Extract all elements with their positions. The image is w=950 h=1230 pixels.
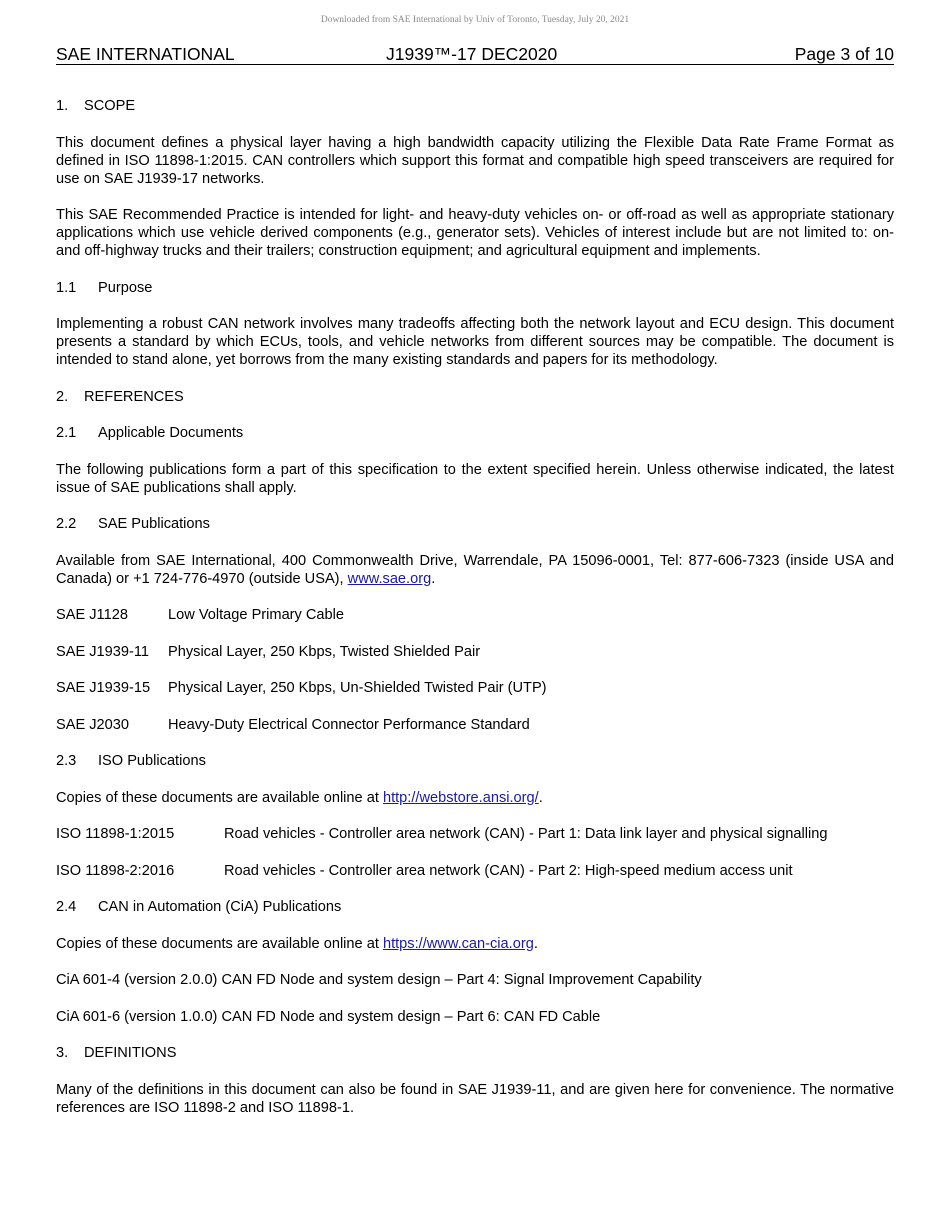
paragraph: This SAE Recommended Practice is intended for light- and heavy-duty vehicles on- or off-road as well as appropriate stationary applications which use vehicle derived components (e.g., generator sets). Vehicles of interest include but are not limited to: on- and off-highway trucks and their trailers; construction equipment; and agricultural equipment and implements. xyxy=(56,207,894,259)
can-cia-link[interactable]: https://www.can-cia.org xyxy=(382,935,534,952)
reference-item: SAE J1939-11 Physical Layer, 250 Kbps, Twisted Shielded Pair xyxy=(56,643,481,660)
section-heading-applicable-documents: 2.1 Applicable Documents xyxy=(56,425,244,441)
sae-website-link[interactable]: www.sae.org xyxy=(347,570,432,587)
document-body xyxy=(56,97,894,1117)
reference-item: SAE J1939-15 Physical Layer, 250 Kbps, Un-Shielded Twisted Pair (UTP) xyxy=(56,680,547,696)
paragraph: This document defines a physical layer having a high bandwidth capacity utilizing the Flexible Data Rate Frame Format as defined in ISO 11898-1:2015. CAN controllers which support this format and compatible high speed transceivers are required for use on SAE J1939-17 networks. xyxy=(56,134,894,187)
section-heading-cia-publications: 2.4 CAN in Automation (CiA) Publications xyxy=(56,899,342,915)
section-heading-scope: 1. SCOPE xyxy=(56,98,136,114)
paragraph: The following publications form a part of this specification to the extent specified herein. Unless otherwise indicated, the latest issue of SAE publications shall apply. xyxy=(56,461,894,496)
reference-item: ISO 11898-1:2015 Road vehicles - Controller area network (CAN) - Part 1: Data link layer and physical signalling xyxy=(56,826,828,842)
header-org: SAE INTERNATIONAL xyxy=(56,44,235,64)
reference-item: CiA 601-6 (version 1.0.0) CAN FD Node and system design – Part 6: CAN FD Cable xyxy=(56,1008,601,1025)
section-heading-references: 2. REFERENCES xyxy=(56,388,184,405)
reference-item: CiA 601-4 (version 2.0.0) CAN FD Node and system design – Part 4: Signal Improvement Capability xyxy=(56,972,702,988)
section-heading-definitions: 3. DEFINITIONS xyxy=(56,1045,177,1061)
download-watermark: Downloaded from SAE International by Univ of Toronto, Tuesday, July 20, 2021 xyxy=(320,15,630,25)
page-header xyxy=(56,44,894,65)
reference-item: ISO 11898-2:2016 Road vehicles - Controller area network (CAN) - Part 2: High-speed medium access unit xyxy=(56,862,793,879)
section-heading-iso-publications: 2.3 ISO Publications xyxy=(56,753,206,769)
header-doc-id: J1939™-17 DEC2020 xyxy=(386,44,558,64)
reference-item: SAE J2030 Heavy-Duty Electrical Connector Performance Standard xyxy=(56,716,530,733)
section-heading-sae-publications: 2.2 SAE Publications xyxy=(56,516,210,532)
paragraph: Many of the definitions in this document can also be found in SAE J1939-11, and are given here for convenience. The normative references are ISO 11898-2 and ISO 11898-1. xyxy=(56,1081,894,1116)
paragraph: Available from SAE International, 400 Commonwealth Drive, Warrendale, PA 15096-0001, Tel: 877-606-7323 (inside USA and Canada) or +1 724-776-4970 (outside USA), www.sae.org. xyxy=(56,552,894,587)
header-page-number: Page 3 of 10 xyxy=(794,44,894,64)
section-heading-purpose: 1.1 Purpose xyxy=(56,279,153,296)
ansi-webstore-link[interactable]: http://webstore.ansi.org/ xyxy=(382,789,539,806)
reference-item: SAE J1128 Low Voltage Primary Cable xyxy=(56,607,345,623)
paragraph: Copies of these documents are available online at https://www.can-cia.org. xyxy=(56,935,538,952)
paragraph: Copies of these documents are available online at http://webstore.ansi.org/. xyxy=(56,789,543,806)
paragraph: Implementing a robust CAN network involves many tradeoffs affecting both the network layout and ECU design. This document presents a standard by which ECUs, tools, and vehicle networks from different sources may be compatible. The document is intended to stand alone, yet borrows from the many existing standards and papers for its methodology. xyxy=(56,316,894,368)
